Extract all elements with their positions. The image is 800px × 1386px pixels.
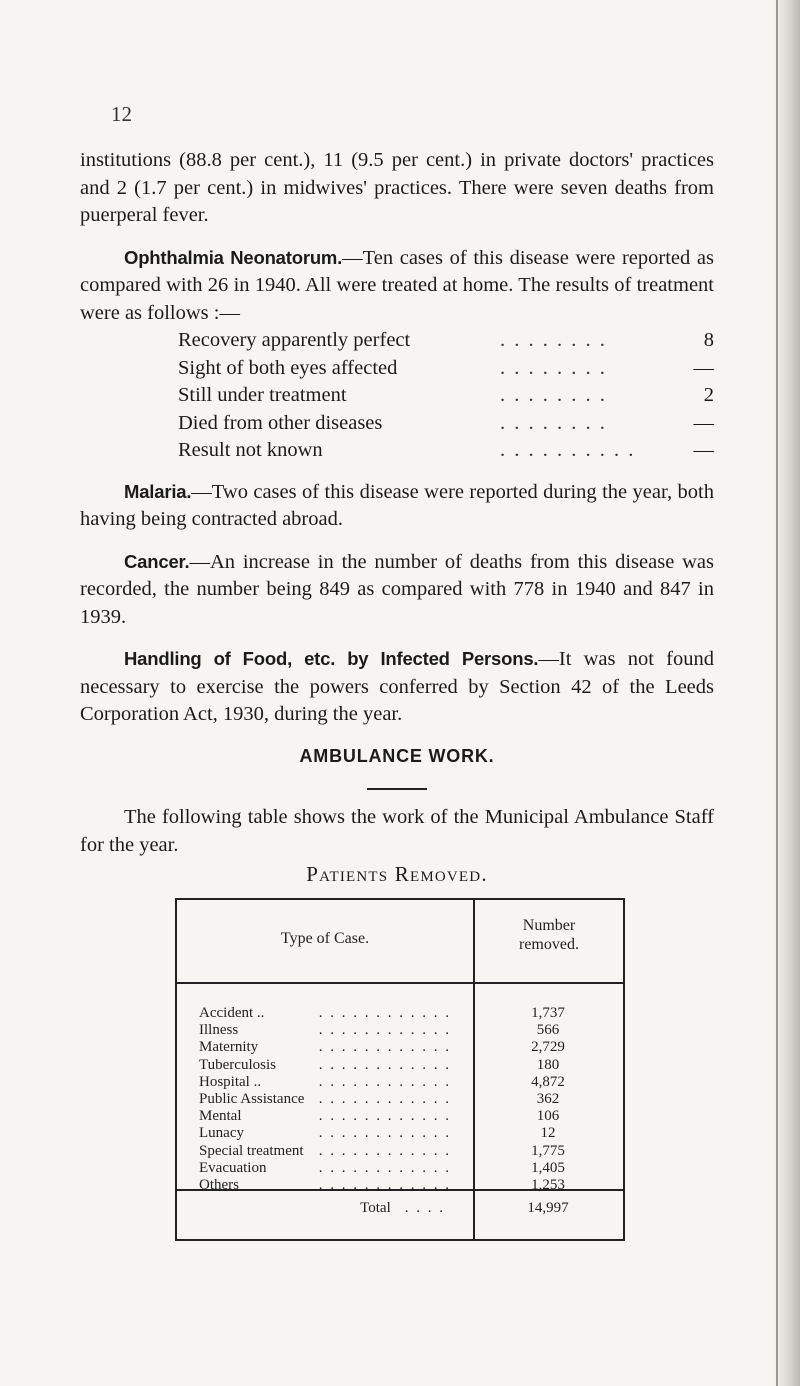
ambulance-section-title: AMBULANCE WORK. [299, 745, 495, 766]
table-row [177, 1039, 623, 1056]
result-value: — [693, 439, 714, 461]
body-text [80, 147, 714, 889]
table-caption: Patients Removed. [306, 862, 488, 886]
case-type: Illness [199, 1022, 239, 1039]
total-value: 14,997 [527, 1200, 569, 1216]
leader-dots: . . . . . . . . [500, 384, 607, 406]
case-type: Maternity [199, 1039, 259, 1056]
case-type: Evacuation [199, 1159, 267, 1176]
result-label: Recovery apparently perfect [178, 329, 411, 351]
case-count: 362 [536, 1090, 560, 1107]
cancer-text: —An increase in the number of deaths from this disease was recorded, the number being 849 as compared with 778 in 1940 and 847 in 1939. [80, 550, 714, 628]
case-type: Mental [199, 1108, 242, 1125]
ambulance-paragraph: The following table shows the work of the Municipal Ambulance Staff for the year. [80, 806, 714, 856]
malaria-text: —Two cases of this disease were reported during the year, both having being contracted abroad. [80, 480, 714, 530]
result-row [178, 410, 714, 438]
ophthalmia-paragraph [80, 244, 714, 328]
table-row [177, 1005, 623, 1022]
result-row [178, 355, 714, 383]
column-header-number [475, 916, 623, 954]
column-header-number-line1: Number [522, 917, 576, 934]
case-count: 106 [536, 1108, 560, 1125]
leader-dots: . . . . . . . . . . . . [318, 1056, 451, 1073]
ophthalmia-text: —Ten cases of this disease were reported as compared with 26 in 1940. All were treated at home. The results of treatment were as follows :— [80, 246, 714, 324]
case-count: 4,872 [531, 1073, 565, 1090]
page-edge-line [776, 0, 778, 1386]
table-body [177, 1005, 623, 1194]
case-count: 12 [540, 1125, 556, 1142]
leader-dots: . . . . . . . . . . . . [318, 1125, 451, 1142]
case-type: Lunacy [199, 1125, 244, 1142]
case-count: 1,737 [531, 1005, 565, 1021]
leader-dots: . . . . . . . . [500, 329, 607, 351]
leader-dots: . . . . . . . . . . . . [318, 1090, 451, 1107]
leader-dots: . . . . . . . . . . . . [318, 1073, 451, 1090]
result-label: Still under treatment [178, 384, 347, 406]
case-count: 566 [536, 1022, 560, 1039]
table-total-row [177, 1200, 623, 1217]
case-type: Tuberculosis [199, 1056, 276, 1073]
table-row [177, 1143, 623, 1160]
result-value: — [693, 411, 714, 434]
header-divider [177, 982, 623, 984]
case-type: Special treatment [199, 1142, 304, 1159]
food-handling-paragraph [80, 645, 714, 729]
malaria-heading: Malaria. [124, 480, 192, 502]
case-count: 2,729 [531, 1039, 565, 1056]
table-row [177, 1160, 623, 1177]
case-type: Hospital .. [199, 1073, 262, 1090]
table-row [177, 1125, 623, 1142]
table-row [177, 1074, 623, 1091]
column-header-number-line2: removed. [519, 936, 579, 953]
case-type: Accident .. [199, 1005, 265, 1021]
result-label: Result not known [178, 439, 323, 461]
ophthalmia-results-list [178, 327, 714, 465]
leader-dots: . . . . . . . . [500, 411, 607, 434]
result-label: Died from other diseases [178, 411, 383, 434]
leader-dots: . . . . [404, 1200, 445, 1216]
result-value: 8 [703, 329, 714, 351]
intro-paragraph: institutions (88.8 per cent.), 11 (9.5 per cent.) in private doctors' practices and 2 (1.7 per cent.) in midwives' practices. There were seven deaths from puerperal fever. [80, 149, 714, 226]
leader-dots: . . . . . . . . . . . . [318, 1108, 451, 1125]
cancer-heading: Cancer. [124, 550, 190, 572]
leader-dots: . . . . . . . . . . . . [318, 1142, 451, 1159]
case-count: 1,775 [531, 1142, 565, 1159]
case-count: 180 [536, 1056, 560, 1073]
result-value: 2 [703, 384, 714, 406]
leader-dots: . . . . . . . . . . . . [318, 1005, 451, 1021]
section-divider [367, 788, 427, 790]
food-handling-text: —It was not found necessary to exercise the powers conferred by Section 42 of the Leeds Corporation Act, 1930, during the year. [80, 648, 714, 725]
food-handling-heading: Handling of Food, etc. by Infected Persons. [124, 648, 539, 669]
result-value: — [693, 356, 714, 379]
total-label: Total [360, 1200, 391, 1216]
cancer-paragraph [80, 548, 714, 632]
case-type: Public Assistance [199, 1090, 305, 1107]
patients-removed-table [175, 898, 625, 1241]
malaria-paragraph [80, 478, 714, 534]
leader-dots: . . . . . . . . . . [500, 439, 636, 461]
leader-dots: . . . . . . . . . . . . [318, 1022, 451, 1039]
table-row [177, 1091, 623, 1108]
result-row [178, 327, 714, 355]
leader-dots: . . . . . . . . . . . . [318, 1039, 451, 1056]
result-row [178, 382, 714, 410]
case-count: 1,253 [531, 1176, 565, 1193]
case-count: 1,405 [531, 1159, 565, 1176]
ophthalmia-heading: Ophthalmia Neonatorum. [124, 246, 343, 268]
page-number: 12 [111, 102, 132, 126]
result-label: Sight of both eyes affected [178, 356, 398, 379]
column-header-type: Type of Case. [280, 930, 370, 947]
table-row [177, 1057, 623, 1074]
result-row [178, 437, 714, 465]
table-row [177, 1177, 623, 1194]
leader-dots: . . . . . . . . [500, 356, 607, 379]
table-row [177, 1108, 623, 1125]
case-type: Others [199, 1176, 239, 1193]
leader-dots: . . . . . . . . . . . . [318, 1176, 451, 1193]
table-row [177, 1022, 623, 1039]
leader-dots: . . . . . . . . . . . . [318, 1159, 451, 1176]
